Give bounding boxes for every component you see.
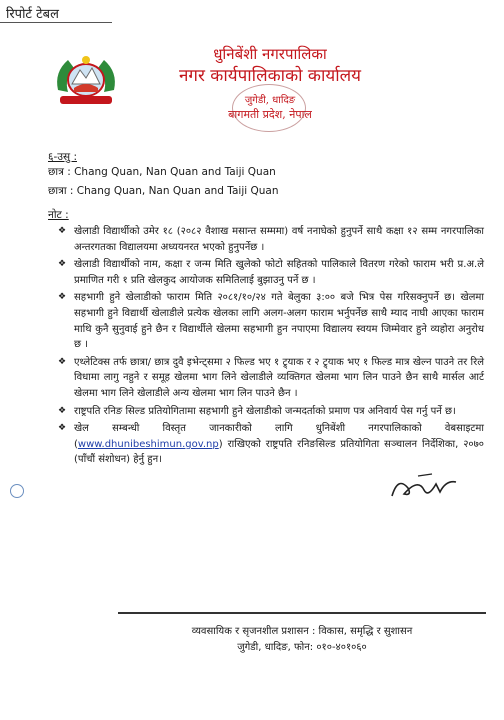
footer-motto: व्यवसायिक र सृजनशील प्रशासन : विकास, समृद्धि र सुशासन — [191, 626, 413, 637]
bullet-icon: ❖ — [58, 423, 67, 434]
corner-handwritten-note: रिपोर्ट टेबल — [6, 7, 59, 22]
list-item: ❖ सहभागी हुने खेलाडीको फाराम मिति २०८१/१०/२४ गते बेलुका ३:०० बजे भित्र पेस गरिसक्नुपर्ने छ। खेलमा सहभागी हुने विद्यार्थी खेलाडीले प्रत्येक खेलका लागि अलग-अलग फाराम भर्नुपर्नेछ साथै म्याद नाघी आएका फाराम माथि कुनै सुनुवाई हुने छैन र विद्यार्थीले खेलमा सहभागी हुन नपाएमा विद्यालय स्वयम जिम्मेवार हुने व्यहोरा अनुरोध छ । — [58, 292, 484, 351]
website-link[interactable]: www.dhunibeshimun.gov.np — [77, 438, 219, 450]
corner-rule — [0, 22, 112, 23]
list-item: ❖ खेलाडी विद्यार्थीको नाम, कक्षा र जन्म मिति खुलेको फोटो सहितको पालिकाले वितरण गरेको फाराम भरी प्र.अ.ले प्रमाणित गरी १ प्रति खेलकुद आयोजक समितिलाई बुझाउनु पर्ने छ । — [58, 259, 484, 286]
office-name: नगर कार्यपालिकाको कार्यालय — [178, 66, 362, 86]
list-item: ❖ खेलाडी विद्यार्थीको उमेर १८ (२०८२ वैशाख मसान्त सम्ममा) वर्ष ननाघेको हुनुपर्ने साथै कक्षा १२ सम्म नगरपालिका अन्तरगतका विद्यालयमा अध्ययनरत भएको हुनुपर्नेछ । — [58, 226, 484, 253]
footer-contact: जुगेडी, धादिङ, फोन: ०१०-४०१०६० — [237, 642, 367, 653]
recipient-line-girls: छात्रा : Chang Quan, Nan Quan and Taiji Quan — [48, 185, 279, 197]
bullet-icon: ❖ — [58, 226, 67, 236]
list-item: ❖ खेल सम्बन्धी विस्तृत जानकारीको लागि धुनिबेंशी नगरपालिकाको वेबसाइटमा (www.dhunibeshimun.gov.np) राखिएको राष्ट्रपति रनिङसिल्ड प्रतियोगिता सञ्चालन निर्देशिका, २०७० (पाँचौं संशोधन) हेर्नु हुन। — [58, 423, 484, 466]
signature-icon — [388, 470, 460, 504]
list-item: ❖ एथ्लेटिक्स तर्फ छात्रा/ छात्र दुवै इभेन्ट्समा २ फिल्ड भए १ ट्र्याक र २ ट्र्याक भए १ फिल्ड मात्र खेल्न पाउने तर रिले विधामा लागु नहुने र समूह खेलमा भाग लिने खेलाडीले व्यक्तिगत खेलमा भाग लिन पाउने छैन साथै मार्सल आर्ट खेलमा भाग लिने खेलाडीले अन्य खेलमा भाग लिन पाउने छैन । — [58, 356, 484, 399]
footer-rule — [118, 612, 486, 614]
municipality-name: धुनिबेंशी नगरपालिका — [213, 45, 327, 63]
nepal-emblem-icon — [50, 50, 122, 112]
office-province: बागमती प्रदेश, नेपाल — [228, 108, 312, 121]
recipients-label: ६-उसु : — [48, 151, 77, 163]
bullet-icon: ❖ — [58, 292, 67, 303]
notes-label: नोट : — [48, 209, 69, 221]
recipients-block — [48, 150, 279, 199]
bullet-icon: ❖ — [58, 259, 67, 270]
notes-list — [58, 224, 484, 470]
office-stamp — [232, 84, 306, 132]
scan-mark-icon — [10, 484, 24, 498]
bullet-icon: ❖ — [58, 405, 67, 416]
recipient-line-boys: छात्र : Chang Quan, Nan Quan and Taiji Quan — [48, 166, 276, 178]
bullet-icon: ❖ — [58, 356, 67, 367]
footer — [118, 624, 486, 656]
office-location: जुगेडी, धादिङ — [244, 95, 296, 106]
list-item: ❖ राष्ट्रपति रनिङ सिल्ड प्रतियोगितामा सहभागी हुने खेलाडीको जन्मदर्ताको प्रमाण पत्र अनिवार्य पेस गर्नु पर्ने छ। — [58, 404, 484, 420]
